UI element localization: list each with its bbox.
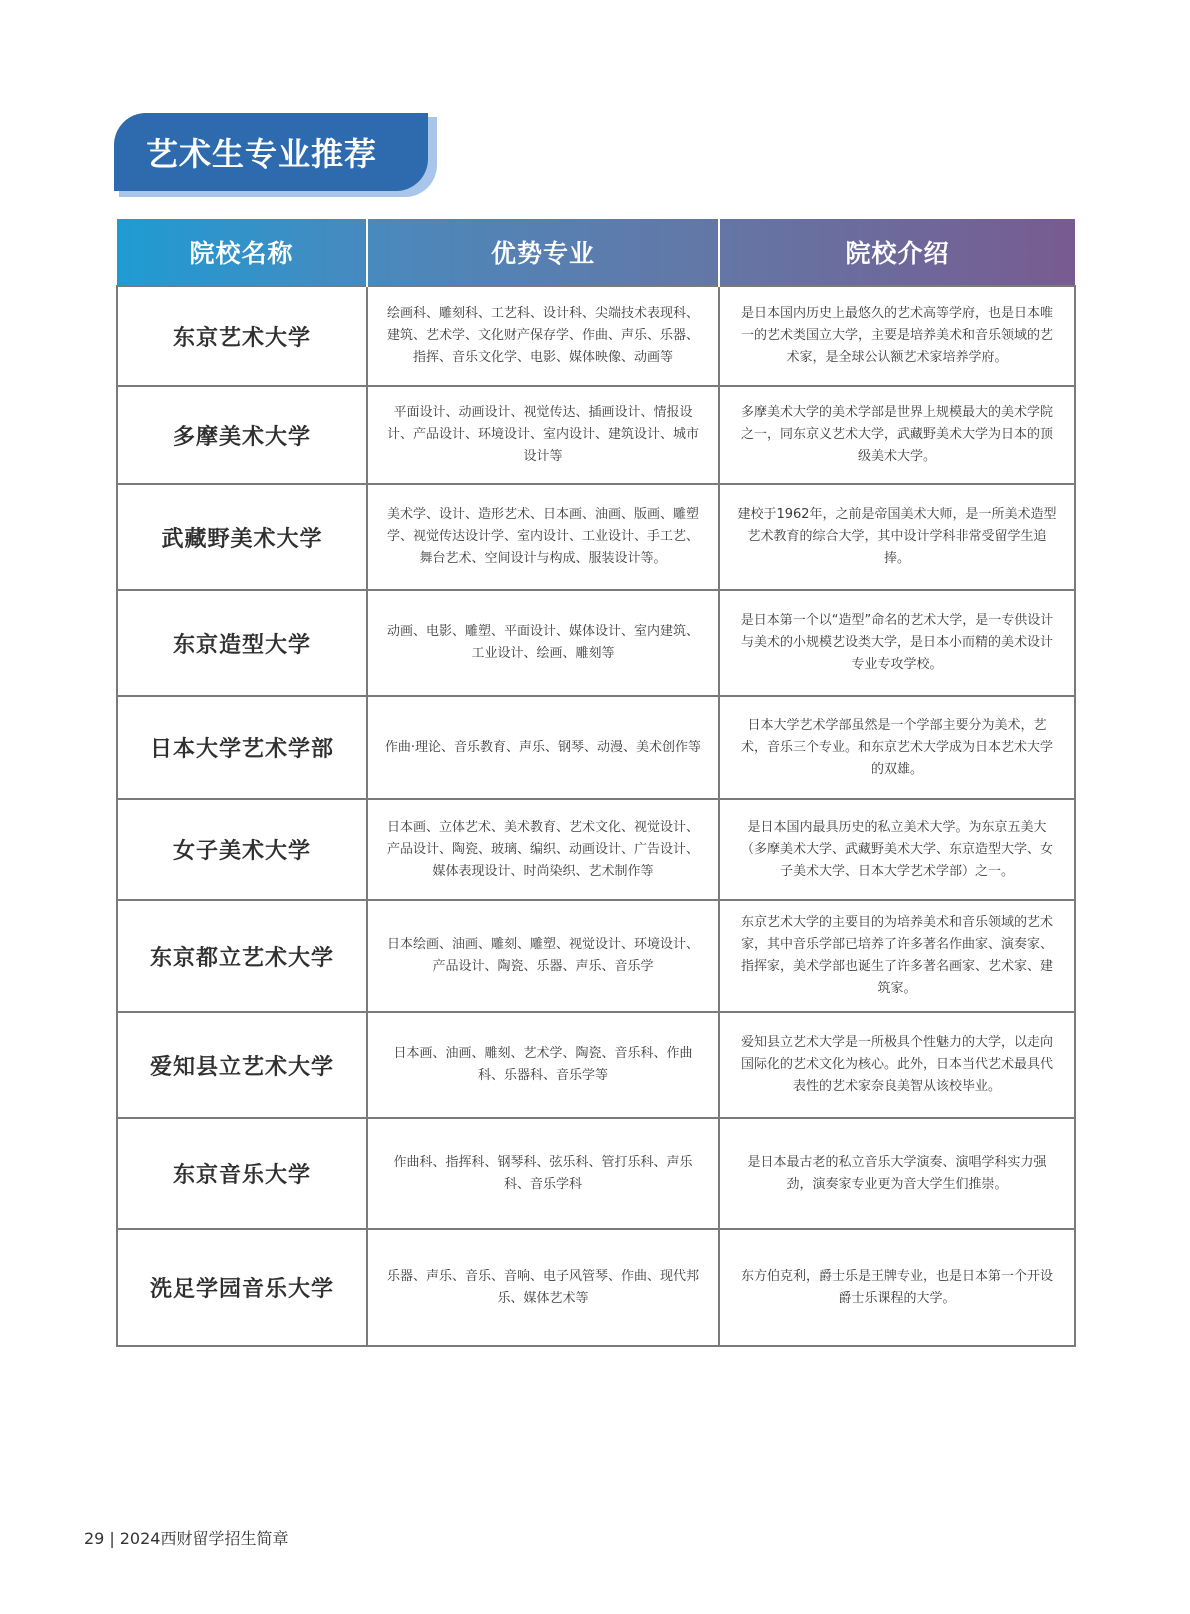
table-row [117,1118,1075,1229]
header-intro: 院校介绍 [719,219,1075,286]
school-majors: 绘画科、雕刻科、工艺科、设计科、尖端技术表现科、建筑、艺术学、文化财产保存学、作曲、声乐、乐器、指挥、音乐文化学、电影、媒体映像、动画等 [367,286,719,386]
school-intro: 是日本最古老的私立音乐大学演奏、演唱学科实力强劲，演奏家专业更为音大学生们推崇。 [719,1118,1075,1229]
school-intro: 东方伯克利，爵士乐是王牌专业，也是日本第一个开设爵士乐课程的大学。 [719,1229,1075,1346]
school-name: 爱知县立艺术大学 [117,1012,367,1118]
header-majors: 优势专业 [367,219,719,286]
school-name: 日本大学艺术学部 [117,696,367,799]
table-row [117,484,1075,590]
school-name: 洗足学园音乐大学 [117,1229,367,1346]
page-footer [84,1526,288,1549]
school-majors: 乐器、声乐、音乐、音响、电子风管琴、作曲、现代邦乐、媒体艺术等 [367,1229,719,1346]
footer-separator: | [109,1529,115,1548]
table-row [117,696,1075,799]
art-school-table [116,219,1076,1347]
school-majors: 美术学、设计、造形艺术、日本画、油画、版画、雕塑学、视觉传达设计学、室内设计、工业设计、手工艺、舞台艺术、空间设计与构成、服装设计等。 [367,484,719,590]
school-name: 东京音乐大学 [117,1118,367,1229]
section-title-badge [114,113,432,193]
publication-title: 2024西财留学招生简章 [119,1529,289,1548]
school-name: 东京艺术大学 [117,286,367,386]
school-majors: 日本画、油画、雕刻、艺术学、陶瓷、音乐科、作曲科、乐器科、音乐学等 [367,1012,719,1118]
page-title: 艺术生专业推荐 [146,135,378,173]
school-intro: 日本大学艺术学部虽然是一个学部主要分为美术，艺术，音乐三个专业。和东京艺术大学成为日本艺术大学的双雄。 [719,696,1075,799]
school-name: 多摩美术大学 [117,386,367,484]
school-majors: 动画、电影、雕塑、平面设计、媒体设计、室内建筑、工业设计、绘画、雕刻等 [367,590,719,696]
school-name: 东京造型大学 [117,590,367,696]
table-row [117,386,1075,484]
school-majors: 平面设计、动画设计、视觉传达、插画设计、情报设计、产品设计、环境设计、室内设计、建筑设计、城市设计等 [367,386,719,484]
title-badge [114,113,428,191]
school-majors: 作曲科、指挥科、钢琴科、弦乐科、管打乐科、声乐科、音乐学科 [367,1118,719,1229]
school-majors: 日本画、立体艺术、美术教育、艺术文化、视觉设计、产品设计、陶瓷、玻璃、编织、动画设计、广告设计、媒体表现设计、时尚染织、艺术制作等 [367,799,719,900]
table-row [117,900,1075,1012]
school-intro: 东京艺术大学的主要目的为培养美术和音乐领域的艺术家，其中音乐学部已培养了许多著名作曲家、演奏家、指挥家，美术学部也诞生了许多著名画家、艺术家、建筑家。 [719,900,1075,1012]
school-intro: 多摩美术大学的美术学部是世界上规模最大的美术学院之一，同东京义艺术大学，武藏野美术大学为日本的顶级美术大学。 [719,386,1075,484]
header-school-name: 院校名称 [189,239,294,268]
school-majors: 作曲·理论、音乐教育、声乐、钢琴、动漫、美术创作等 [367,696,719,799]
school-intro: 是日本国内最具历史的私立美术大学。为东京五美大（多摩美术大学、武藏野美术大学、东京造型大学、女子美术大学、日本大学艺术学部）之一。 [719,799,1075,900]
school-intro: 是日本国内历史上最悠久的艺术高等学府，也是日本唯一的艺术类国立大学，主要是培养美术和音乐领域的艺术家，是全球公认额艺术家培养学府。 [719,286,1075,386]
school-name: 女子美术大学 [117,799,367,900]
school-intro: 建校于1962年，之前是帝国美术大师，是一所美术造型艺术教育的综合大学，其中设计学科非常受留学生追捧。 [719,484,1075,590]
school-name: 东京都立艺术大学 [117,900,367,1012]
table-row [117,286,1075,386]
table-row [117,590,1075,696]
table-row [117,799,1075,900]
school-majors: 日本绘画、油画、雕刻、雕塑、视觉设计、环境设计、产品设计、陶瓷、乐器、声乐、音乐学 [367,900,719,1012]
school-name: 武藏野美术大学 [117,484,367,590]
table-row [117,1012,1075,1118]
page-number: 29 [84,1529,105,1548]
table-header-row [117,219,1075,286]
table-row [117,1229,1075,1346]
school-intro: 是日本第一个以“造型”命名的艺术大学，是一专供设计与美术的小规模艺设类大学，是日本小而精的美术设计专业专攻学校。 [719,590,1075,696]
school-intro: 爱知县立艺术大学是一所极具个性魅力的大学，以走向国际化的艺术文化为核心。此外，日本当代艺术最具代表性的艺术家奈良美智从该校毕业。 [719,1012,1075,1118]
